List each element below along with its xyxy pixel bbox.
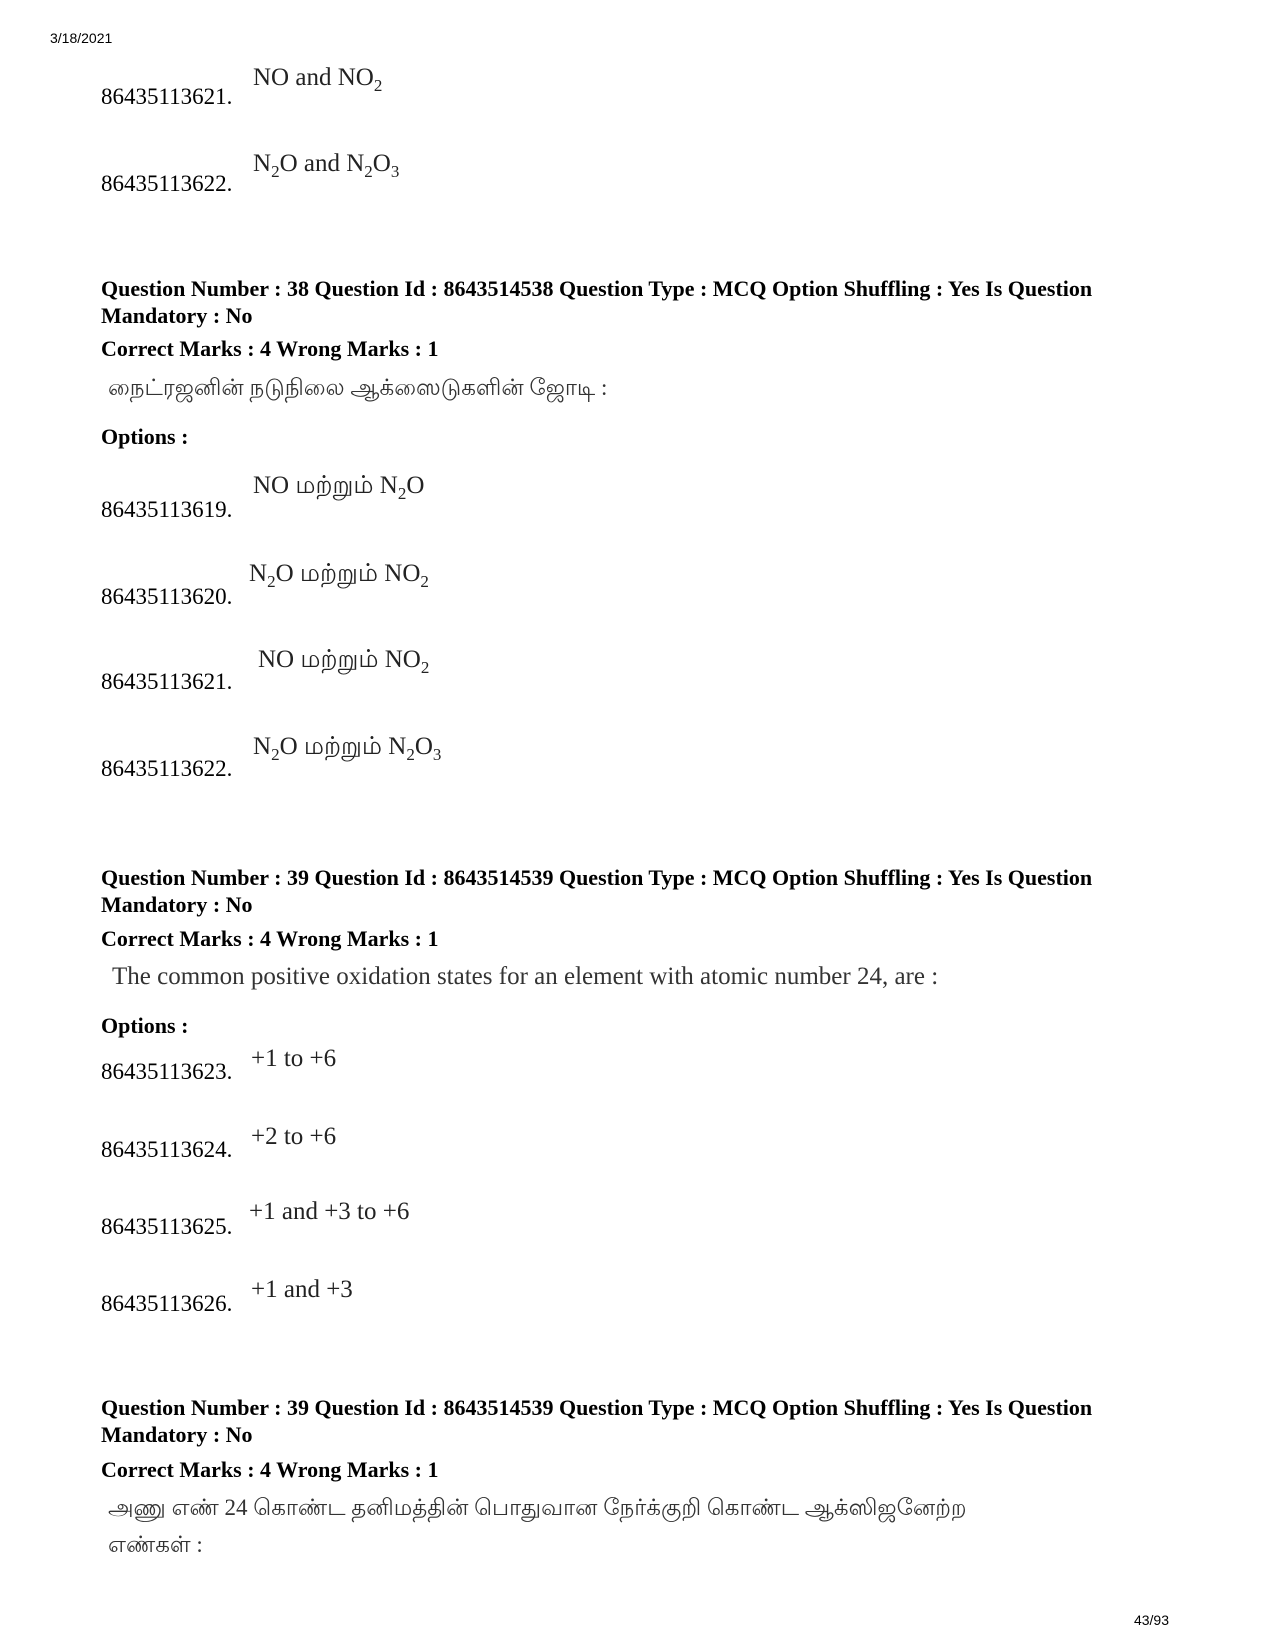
option-text: $N_2O$ மற்றும் $N_2O_3$ <box>253 733 442 764</box>
question-text: அணு எண் 24 கொண்ட தனிமத்தின் பொதுவான நேர்க்குறி கொண்ட ஆக்ஸிஜனேற்ற <box>108 1495 967 1520</box>
option-text: $N_2O$ மற்றும் $NO_2$ <box>249 560 429 591</box>
option-text: +2 to +6 <box>251 1123 337 1150</box>
option-text: +1 to +6 <box>251 1045 337 1072</box>
option-text: NO மற்றும் $NO_2$ <box>258 646 430 677</box>
options-label: Options : <box>101 1013 189 1038</box>
option-id: 86435113626. <box>101 1291 233 1316</box>
question-text-continued: எண்கள் : <box>108 1532 203 1557</box>
options-label: Options : <box>101 424 189 449</box>
option-id: 86435113619. <box>101 497 233 522</box>
question-text: நைட்ரஜனின் நடுநிலை ஆக்ஸைடுகளின் ஜோடி : <box>108 375 608 400</box>
marks-line: Correct Marks : 4 Wrong Marks : 1 <box>101 926 439 951</box>
option-text: $N_2O$ and $N_2O_3$ <box>253 150 400 181</box>
option-text: NO மற்றும் $N_2O$ <box>253 472 425 503</box>
marks-line: Correct Marks : 4 Wrong Marks : 1 <box>101 1457 439 1482</box>
option-id: 86435113624. <box>101 1137 233 1162</box>
option-id: 86435113620. <box>101 584 233 609</box>
option-id: 86435113622. <box>101 171 233 196</box>
option-text: +1 and +3 <box>251 1276 353 1303</box>
question-header: Question Number : 39 Question Id : 8643514539 Question Type : MCQ Option Shuffling : Yes Is Question Mandatory : No <box>101 1395 1093 1447</box>
question-header: Question Number : 39 Question Id : 8643514539 Question Type : MCQ Option Shuffling : Yes Is Question Mandatory : No <box>101 865 1093 917</box>
option-id: 86435113622. <box>101 756 233 781</box>
option-text: NO and $NO_2$ <box>253 64 383 95</box>
page-number: 43/93 <box>1133 1612 1169 1628</box>
print-date: 3/18/2021 <box>50 30 113 46</box>
option-text: +1 and +3 to +6 <box>249 1198 410 1225</box>
option-id: 86435113621. <box>101 669 233 694</box>
option-id: 86435113621. <box>101 84 233 109</box>
marks-line: Correct Marks : 4 Wrong Marks : 1 <box>101 336 439 361</box>
option-id: 86435113625. <box>101 1214 233 1239</box>
option-id: 86435113623. <box>101 1059 233 1084</box>
question-header: Question Number : 38 Question Id : 8643514538 Question Type : MCQ Option Shuffling : Yes Is Question Mandatory : No <box>101 276 1093 328</box>
question-text: The common positive oxidation states for an element with atomic number 24, are : <box>112 963 939 990</box>
